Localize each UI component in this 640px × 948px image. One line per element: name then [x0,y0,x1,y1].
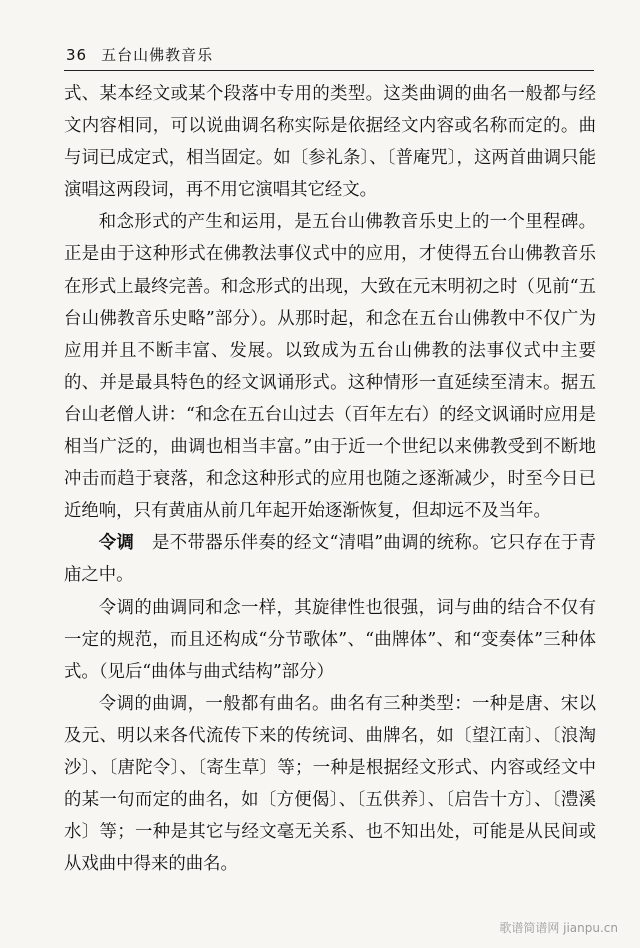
term-lingdiao: 令调 [98,533,135,554]
paragraph-lingdiao-definition [64,527,596,591]
running-head [66,44,213,65]
page-number: 36 [66,46,88,64]
header-rule [64,70,594,71]
paragraph-henian: 和念形式的产生和运用，是五台山佛教音乐史上的一个里程碑。正是由于这种形式在佛教法事仪式中的应用，才使得五台山佛教音乐在形式上最终完善。和念形式的出现，大致在元末明初之时（见前“五台山佛教音乐史略”部分）。从那时起，和念在五台山佛教中不仅广为应用并且不断丰富、发展。以致成为五台山佛教的法事仪式中主要的、并是最具特色的经文讽诵形式。这种情形一直延续至清末。据五台山老僧人讲：“和念在五台山过去（百年左右）的经文讽诵时应用是相当广泛的，曲调也相当丰富。”由于近一个世纪以来佛教受到不断地冲击而趋于衰落，和念这种形式的应用也随之逐渐减少，时至今日已近绝响，只有黄庙从前几年起开始逐渐恢复，但却远不及当年。 [64,212,596,522]
body-text [64,78,596,880]
watermark: 歌谱简谱网 jianpu.cn [499,921,618,935]
term-definition: 是不带器乐伴奏的经文“清唱”曲调的统称。它只存在于青庙之中。 [64,533,596,586]
book-title: 五台山佛教音乐 [101,46,214,64]
paragraph-continuation: 式、某本经文或某个段落中专用的类型。这类曲调的曲名一般都与经文内容相同，可以说曲调名称实际是依据经文内容或名称而定的。曲与词已成定式，相当固定。如〔参礼条〕、〔普庵咒〕，这两首曲调只能演唱这两段词，再不用它演唱其它经文。 [64,84,596,201]
paragraph-lingdiao-names: 令调的曲调，一般都有曲名。曲名有三种类型：一种是唐、宋以及元、明以来各代流传下来的传统词、曲牌名，如〔望江南〕、〔浪淘沙〕、〔唐陀令〕、〔寄生草〕等；一种是根据经文形式、内容或经文中的某一句而定的曲名，如〔方便偈〕、〔五供养〕、〔启告十方〕、〔澧溪水〕等；一种是其它与经文毫无关系、也不知出处，可能是从民间或从戏曲中得来的曲名。 [64,693,596,875]
paragraph-lingdiao-melody: 令调的曲调同和念一样，其旋律性也很强，词与曲的结合不仅有一定的规范，而且还构成“分节歌体”、“曲牌体”、和“变奏体”三种体式。（见后“曲体与曲式结构”部分） [64,597,596,682]
